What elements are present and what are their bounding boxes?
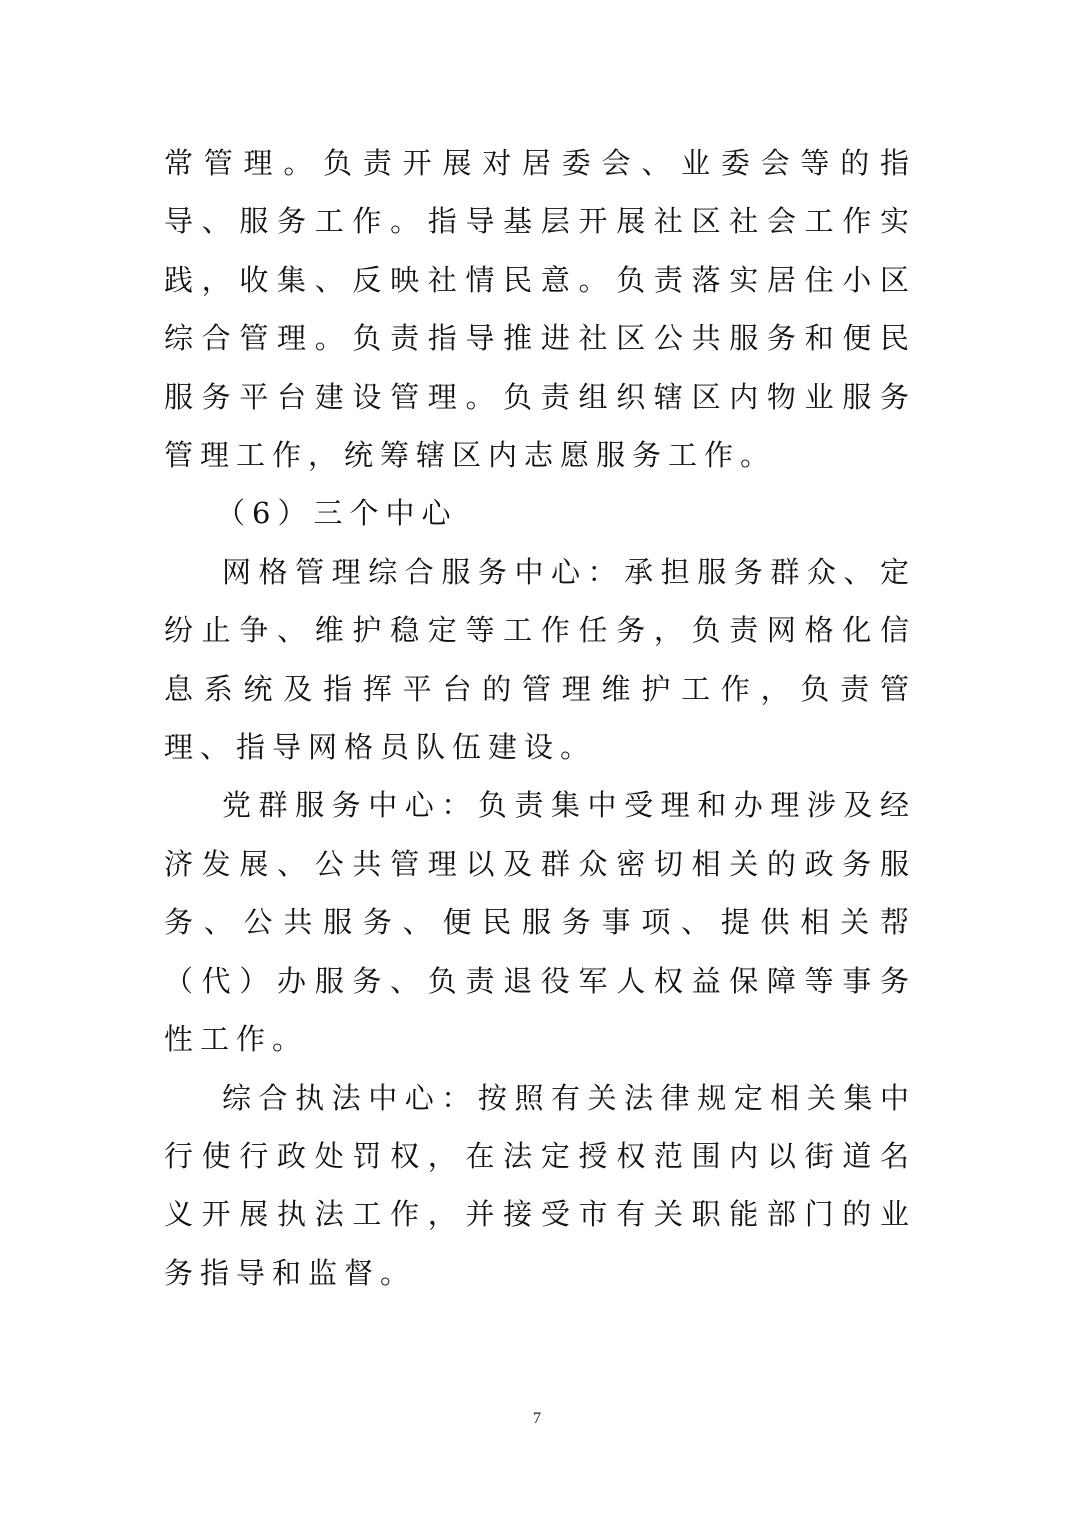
paragraph-grid-management-center: 网格管理综合服务中心：承担服务群众、定纷止争、维护稳定等工作任务，负责网格化信息系统及指挥平台的管理维护工作，负责管理、指导网格员队伍建设。 bbox=[164, 554, 916, 765]
paragraph-party-mass-service-center: 党群服务中心：负责集中受理和办理涉及经济发展、公共管理以及群众密切相关的政务服务、公共服务、便民服务事项、提供相关帮（代）办服务、负责退役军人权益保障等事务性工作。 bbox=[164, 788, 916, 1057]
paragraph-community-management: 常管理。负责开展对居委会、业委会等的指导、服务工作。指导基层开展社区社会工作实践，收集、反映社情民意。负责落实居住小区综合管理。负责指导推进社区公共服务和便民服务平台建设管理。负责组织辖区内物业服务管理工作，统筹辖区内志愿服务工作。 bbox=[164, 146, 916, 473]
document-body bbox=[164, 134, 916, 1302]
paragraph-comprehensive-enforcement-center: 综合执法中心：按照有关法律规定相关集中行使行政处罚权，在法定授权范围内以街道名义开展执法工作，并接受市有关职能部门的业务指导和监督。 bbox=[164, 1080, 916, 1290]
page-number: 7 bbox=[533, 1410, 541, 1427]
section-heading-three-centers: （6）三个中心 bbox=[216, 496, 458, 531]
